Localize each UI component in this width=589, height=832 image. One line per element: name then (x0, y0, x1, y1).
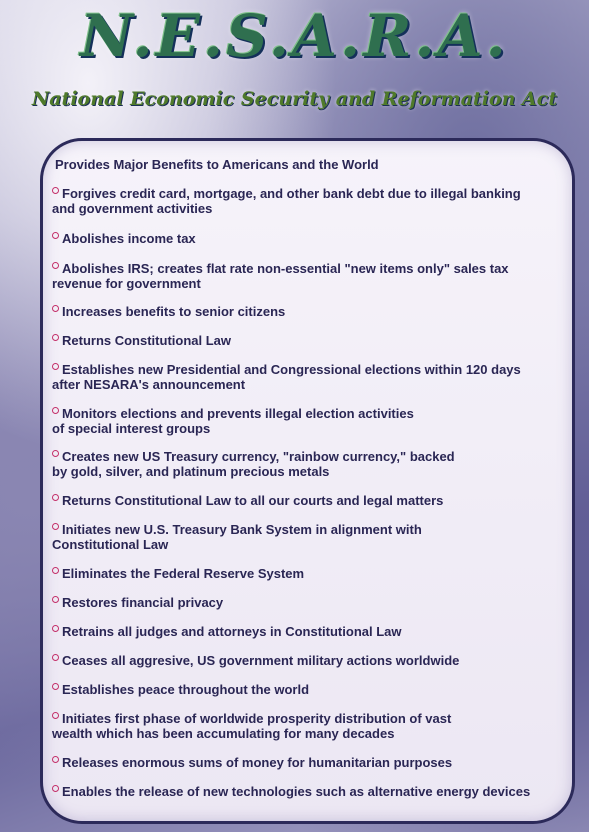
page-title: N.E.S.A.R.A. (80, 2, 509, 70)
list-item (52, 333, 552, 348)
list-item-text: Abolishes income tax (62, 231, 196, 246)
list-item-text: Forgives credit card, mortgage, and other bank debt due to illegal banking and government activities (52, 186, 521, 216)
list-item-text: Restores financial privacy (62, 595, 224, 610)
list-item (52, 653, 552, 668)
list-item (52, 186, 552, 216)
circle-bullet-icon (52, 683, 59, 690)
list-item (52, 304, 552, 319)
list-item (52, 522, 552, 552)
list-item (52, 362, 552, 392)
list-item (52, 493, 552, 508)
list-item-text: Initiates first phase of worldwide prosperity distribution of vast wealth which has been accumulating for many decades (52, 711, 452, 741)
list-item-text: Retrains all judges and attorneys in Constitutional Law (62, 624, 402, 639)
circle-bullet-icon (52, 494, 59, 501)
page-subtitle: National Economic Security and Reformation Act (31, 88, 558, 110)
circle-bullet-icon (52, 567, 59, 574)
circle-bullet-icon (52, 305, 59, 312)
list-item-text: Returns Constitutional Law (62, 333, 231, 348)
list-item-text: Increases benefits to senior citizens (62, 304, 286, 319)
circle-bullet-icon (52, 712, 59, 719)
circle-bullet-icon (52, 407, 59, 414)
list-item-text: Establishes new Presidential and Congressional elections within 120 days after NESARA's announcement (52, 362, 521, 392)
list-item-text: Monitors elections and prevents illegal election activities of special interest groups (52, 406, 414, 436)
list-item (52, 261, 552, 291)
list-item (52, 624, 552, 639)
list-item (52, 231, 552, 246)
list-item-text: Enables the release of new technologies such as alternative energy devices (62, 784, 531, 799)
circle-bullet-icon (52, 334, 59, 341)
list-item-text: Returns Constitutional Law to all our courts and legal matters (62, 493, 444, 508)
list-item (52, 449, 552, 479)
list-item (52, 682, 552, 697)
list-item-text: Ceases all aggresive, US government military actions worldwide (62, 653, 460, 668)
list-item-text: Abolishes IRS; creates flat rate non-essential "new items only" sales tax revenue for government (52, 261, 509, 291)
list-item (52, 566, 552, 581)
list-item-text: Creates new US Treasury currency, "rainbow currency," backed by gold, silver, and platinum precious metals (52, 449, 455, 479)
circle-bullet-icon (52, 363, 59, 370)
circle-bullet-icon (52, 756, 59, 763)
intro-text: Provides Major Benefits to Americans and the World (55, 157, 379, 172)
circle-bullet-icon (52, 232, 59, 239)
list-item (52, 784, 552, 799)
circle-bullet-icon (52, 654, 59, 661)
list-item (52, 406, 552, 436)
circle-bullet-icon (52, 262, 59, 269)
list-item (52, 711, 552, 741)
circle-bullet-icon (52, 187, 59, 194)
circle-bullet-icon (52, 523, 59, 530)
circle-bullet-icon (52, 785, 59, 792)
list-item (52, 595, 552, 610)
list-item (52, 755, 552, 770)
list-item-text: Eliminates the Federal Reserve System (62, 566, 305, 581)
circle-bullet-icon (52, 450, 59, 457)
circle-bullet-icon (52, 596, 59, 603)
list-item-text: Establishes peace throughout the world (62, 682, 310, 697)
circle-bullet-icon (52, 625, 59, 632)
list-item-text: Initiates new U.S. Treasury Bank System in alignment with Constitutional Law (52, 522, 422, 552)
list-item-text: Releases enormous sums of money for humanitarian purposes (62, 755, 453, 770)
